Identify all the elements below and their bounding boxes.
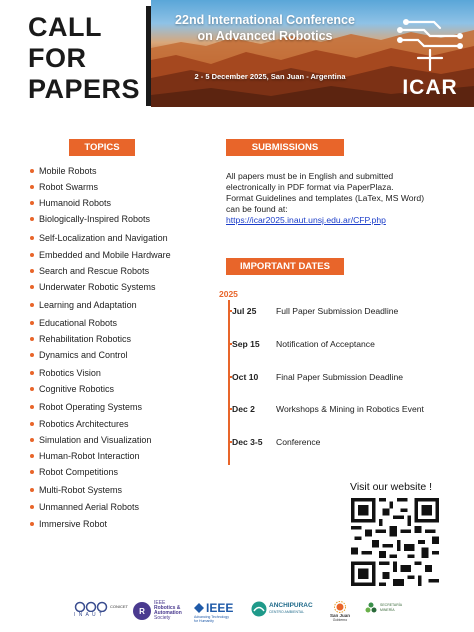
bullet-icon <box>30 201 34 205</box>
topic-item: Self-Localization and Navigation <box>30 233 168 243</box>
topic-item: Mobile Robots <box>30 166 97 176</box>
anchipurac-logo <box>251 601 313 617</box>
topic-item: Unmanned Aerial Robots <box>30 502 139 512</box>
conicet-label: CONICET <box>110 604 128 609</box>
timeline-date: Oct 10 <box>232 372 259 382</box>
anchipurac-sub: CENTRO AMBIENTAL <box>269 610 305 614</box>
topic-item: Multi-Robot Systems <box>30 485 122 495</box>
ras-line2: Robotics & <box>154 605 181 611</box>
bullet-icon <box>30 454 34 458</box>
visit-website-text: Visit our website ! <box>350 481 433 493</box>
icar-logo <box>394 14 466 102</box>
anchipurac-emblem-icon <box>251 601 267 617</box>
bullet-icon <box>30 253 34 257</box>
timeline-date: Sep 15 <box>232 339 260 349</box>
for-word: FOR <box>28 43 87 73</box>
topics-heading: TOPICS <box>69 139 135 156</box>
topic-item: Learning and Adaptation <box>30 300 137 310</box>
submissions-line3: Format Guidelines and templates (LaTex, MS Word) <box>226 193 425 203</box>
ieee-sub1: Advancing Technology <box>194 615 229 619</box>
topic-item: Dynamics and Control <box>30 350 128 360</box>
conference-date-location: 2 - 5 December 2025, San Juan - Argentina <box>194 72 346 81</box>
secretaria-line1: SECRETARÍA <box>380 603 403 607</box>
ieee-sub2: for Humanity <box>194 619 214 623</box>
inaut-logo <box>74 601 128 618</box>
inaut-label: I N A U T <box>74 612 103 618</box>
bullet-icon <box>30 236 34 240</box>
topic-item: Rehabilitation Robotics <box>30 334 131 344</box>
topic-item: Educational Robots <box>30 318 117 328</box>
timeline-year: 2025 <box>219 289 238 299</box>
topic-item: Robot Competitions <box>30 467 118 477</box>
inaut-mark-icon <box>74 601 108 612</box>
san-juan-sub: Gobierno <box>332 618 348 622</box>
bullet-icon <box>30 470 34 474</box>
topic-item: Simulation and Visualization <box>30 435 151 445</box>
secretaria-mineria-logo <box>364 601 402 615</box>
bullet-icon <box>30 422 34 426</box>
call-for-papers-title <box>28 12 140 105</box>
bullet-icon <box>30 371 34 375</box>
submissions-text <box>226 171 456 226</box>
bullet-icon <box>30 522 34 526</box>
timeline-description: Workshops & Mining in Robotics Event <box>276 404 424 414</box>
secretaria-line2: MINERÍA <box>380 608 395 612</box>
anchipurac-label: ANCHIPURAC <box>269 602 313 609</box>
bullet-icon <box>30 488 34 492</box>
ieee-logo <box>194 601 233 623</box>
submissions-line2: electronically in PDF format via PaperPlaza. <box>226 182 394 192</box>
conference-title-line1: 22nd International Conference <box>175 13 355 27</box>
topic-item: Biologically-Inspired Robots <box>30 214 150 224</box>
qr-code-icon[interactable] <box>351 498 439 586</box>
bullet-icon <box>30 185 34 189</box>
topic-item: Human-Robot Interaction <box>30 451 140 461</box>
mining-emblem-icon <box>364 601 378 615</box>
topic-item: Underwater Robotic Systems <box>30 282 156 292</box>
san-juan-logo <box>330 601 350 622</box>
bullet-icon <box>30 337 34 341</box>
submissions-heading: SUBMISSIONS <box>226 139 344 156</box>
important-dates-heading: IMPORTANT DATES <box>226 258 344 275</box>
call-word: CALL <box>28 12 102 42</box>
timeline-date: Dec 3-5 <box>232 437 263 447</box>
topic-item: Immersive Robot <box>30 519 107 529</box>
timeline-date: Dec 2 <box>232 404 255 414</box>
svg-text:R: R <box>139 607 145 616</box>
conference-title-line2: on Advanced Robotics <box>197 29 333 43</box>
bullet-icon <box>30 438 34 442</box>
icar-logo-text: ICAR <box>402 76 458 99</box>
topic-item: Search and Rescue Robots <box>30 266 149 276</box>
cfp-link[interactable]: https://icar2025.inaut.unsj.edu.ar/CFP.php <box>226 215 386 225</box>
submissions-line4: can be found at: <box>226 204 288 214</box>
san-juan-label: San Juan <box>330 613 351 618</box>
bullet-icon <box>30 269 34 273</box>
sponsor-logos <box>0 597 474 629</box>
ras-emblem-icon <box>132 601 152 621</box>
timeline-description: Conference <box>276 437 321 447</box>
bullet-icon <box>30 505 34 509</box>
papers-word: PAPERS <box>28 74 141 104</box>
header <box>0 0 474 107</box>
conference-title <box>160 12 370 44</box>
ieee-ras-logo <box>132 601 182 621</box>
timeline-description: Notification of Acceptance <box>276 339 375 349</box>
timeline-description: Final Paper Submission Deadline <box>276 372 404 382</box>
bullet-icon <box>30 387 34 391</box>
ras-line1: IEEE <box>154 600 166 606</box>
timeline-date: Jul 25 <box>232 306 257 316</box>
submissions-line1: All papers must be in English and submitted <box>226 171 394 181</box>
sun-icon <box>334 601 346 613</box>
timeline-description: Full Paper Submission Deadline <box>276 306 399 316</box>
bullet-icon <box>30 321 34 325</box>
ieee-diamond-icon <box>194 603 204 613</box>
topic-item: Robotics Architectures <box>30 419 129 429</box>
topic-item: Cognitive Robotics <box>30 384 114 394</box>
ieee-label: IEEE <box>206 601 234 615</box>
bullet-icon <box>30 285 34 289</box>
topic-item: Robotics Vision <box>30 368 101 378</box>
circuit-robot-icon <box>394 14 466 76</box>
bullet-icon <box>30 217 34 221</box>
topic-item: Embedded and Mobile Hardware <box>30 250 171 260</box>
bullet-icon <box>30 405 34 409</box>
bullet-icon <box>30 353 34 357</box>
bullet-icon <box>30 303 34 307</box>
topic-item: Humanoid Robots <box>30 198 111 208</box>
ras-line3: Automation <box>154 610 182 616</box>
topic-item: Robot Operating Systems <box>30 402 142 412</box>
topic-item: Robot Swarms <box>30 182 98 192</box>
ras-line4: Society <box>154 615 171 621</box>
bullet-icon <box>30 169 34 173</box>
